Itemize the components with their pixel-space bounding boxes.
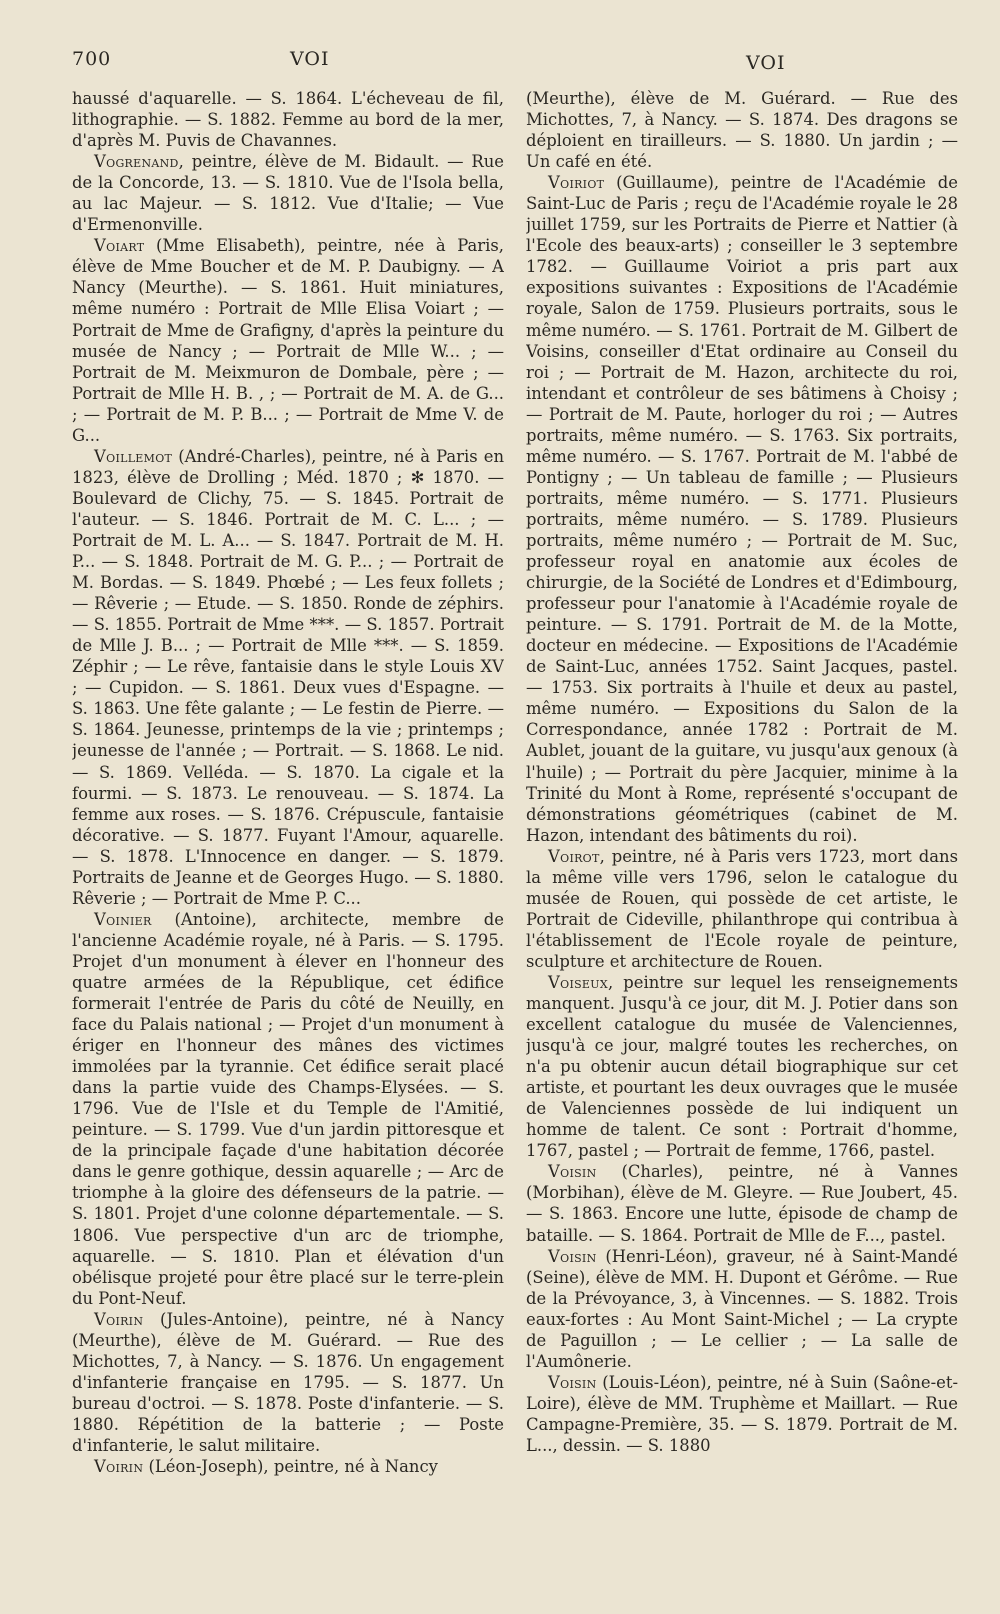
entry-paragraph (72, 446, 504, 909)
entry-text: , peintre, élève de M. Bidault. — Rue de la Concorde, 13. — S. 1810. Vue de l'Isola bella, au lac Majeur. — S. 1812. Vue d'Italie; — Vue d'Ermenonville. (72, 152, 504, 235)
entry-text: haussé d'aquarelle. — S. 1864. L'écheveau de fil, lithographie. — S. 1882. Femme au bord de la mer, d'après M. Puvis de Chavannes. (72, 89, 504, 151)
entry-paragraph (72, 235, 504, 445)
entry-paragraph (526, 1372, 958, 1456)
page-number: 700 (72, 48, 112, 70)
entry-name: Voirin (94, 1309, 144, 1329)
entry-text: (André-Charles), peintre, né à Paris en 1823, élève de Drolling ; Méd. 1870 ; ✻ 1870. — Boulevard de Clichy, 75. — S. 1845. Portrait de l'auteur. — S. 1846. Portrait de M. C. L... ; — Portrait de M. L. A... — S. 1847. Portrait de M. H. P... — S. 1848. Portrait de M. G. P... ; — Portrait de M. Bordas. — S. 1849. Phœbé ; — Les feux follets ; — Rêverie ; — Etude. — S. 1850. Ronde de zéphirs. — S. 1855. Portrait de Mme ***. — S. 1857. Portrait de Mlle J. B... ; — Portrait de Mlle ***. — S. 1859. Zéphir ; — Le rêve, fantaisie dans le style Louis XV ; — Cupidon. — S. 1861. Deux vues d'Espagne. — S. 1863. Une fête galante ; — Le festin de Pierre. — S. 1864. Jeunesse, printemps de la vie ; printemps ; jeunesse de l'année ; — Portrait. — S. 1868. Le nid. — S. 1869. Velléda. — S. 1870. La cigale et la fourmi. — S. 1873. Le renouveau. — S. 1874. La femme aux roses. — S. 1876. Crépuscule, fantaisie décorative. — S. 1877. Fuyant l'Amour, aquarelle. — S. 1878. L'Innocence en danger. — S. 1879. Portraits de Jeanne et de Georges Hugo. — S. 1880. Rêverie ; — Portrait de Mme P. C... (72, 446, 504, 908)
entry-text: (Louis-Léon), peintre, né à Suin (Saône-et-Loire), élève de MM. Truphème et Maillart. — Rue Campagne-Première, 35. — S. 1879. Portrait de M. L..., dessin. — S. 1880 (526, 1372, 958, 1455)
entry-text: (Henri-Léon), graveur, né à Saint-Mandé (Seine), élève de MM. H. Dupont et Gérôme. — Rue de la Prévoyance, 3, à Vincennes. — S. 1882. Trois eaux-fortes : Au Mont Saint-Michel ; — La crypte de Paguillon ; — Le cellier ; — La salle de l'Aumônerie. (526, 1246, 958, 1371)
entry-name: Voiart (94, 236, 145, 256)
entry-paragraph (526, 172, 958, 846)
entry-name: Voiriot (548, 173, 605, 193)
entry-paragraph (72, 88, 504, 151)
entry-text: (Charles), peintre, né à Vannes (Morbihan), élève de M. Gleyre. — Rue Joubert, 45. — S. 1863. Encore une lutte, épisode de champ de bataille. — S. 1864. Portrait de Mlle de F..., pastel. (526, 1162, 958, 1245)
entry-paragraph (72, 1309, 504, 1456)
entry-paragraph (526, 1246, 958, 1372)
entry-name: Voiseux (548, 972, 608, 992)
entry-paragraph (526, 88, 958, 172)
entry-paragraph (72, 1456, 504, 1477)
entry-text: (Antoine), architecte, membre de l'ancienne Académie royale, né à Paris. — S. 1795. Projet d'un monument à élever en l'honneur des quatre armées de la République, cet édifice formerait l'entrée de Paris du côté de Neuilly, en face du Palais national ; — Projet d'un monument à ériger en l'honneur des mânes des victimes immolées par la tyrannie. Cet édifice serait placé dans la partie vuide des Champs-Elysées. — S. 1796. Vue de l'Isle et du Temple de l'Amitié, peinture. — S. 1799. Vue d'un jardin pittoresque et de la principale façade d'une habitation décorée dans le genre gothique, dessin aquarelle ; — Arc de triomphe à la gloire des défenseurs de la patrie. — S. 1801. Projet d'une colonne départementale. — S. 1806. Vue perspective d'un arc de triomphe, aquarelle. — S. 1810. Plan et élévation d'un obélisque projeté pour être placé sur le terre-plein du Pont-Neuf. (72, 909, 504, 1308)
entry-text: (Guillaume), peintre de l'Académie de Saint-Luc de Paris ; reçu de l'Académie royale le 28 juillet 1759, sur les Portraits de Pierre et Nattier (à l'Ecole des beaux-arts) ; conseiller le 3 septembre 1782. — Guillaume Voiriot a pris part aux expositions suivantes : Expositions de l'Académie royale, Salon de 1759. Plusieurs portraits, sous le même numéro. — S. 1761. Portrait de M. Gilbert de Voisins, conseiller d'Etat ordinaire au Conseil du roi ; — Portrait de M. Hazon, architecte du roi, intendant et contrôleur de ses bâtimens à Choisy ; — Portrait de M. Paute, horloger du roi ; — Autres portraits, même numéro. — S. 1763. Six portraits, même numéro. — S. 1767. Portrait de M. l'abbé de Pontigny ; — Un tableau de famille ; — Plusieurs portraits, même numéro. — S. 1771. Plusieurs portraits, même numéro. — S. 1789. Plusieurs portraits, même numéro ; — Portrait de M. Suc, professeur royal en anatomie aux écoles de chirurgie, de la Société de Londres et d'Edimbourg, professeur pour l'anatomie à l'Académie royale de peinture. — S. 1791. Portrait de M. de la Motte, docteur en médecine. — Expositions de l'Académie de Saint-Luc, années 1752. Saint Jacques, pastel. — 1753. Six portraits à l'huile et deux au pastel, même numéro. — Expositions du Salon de la Correspondance, année 1782 : Portrait de M. Aublet, jouant de la guitare, vu jusqu'aux genoux (à l'huile) ; — Portrait du père Jacquier, minime à la Trinité du Mont à Rome, représenté s'occupant de démonstrations géométriques (cabinet de M. Hazon, intendant des bâtiments du roi). (526, 173, 958, 845)
entry-paragraph (72, 909, 504, 1309)
entry-name: Voirot (548, 846, 600, 866)
entry-text: (Mme Elisabeth), peintre, née à Paris, élève de Mme Boucher et de M. P. Daubigny. — A Nancy (Meurthe). — S. 1861. Huit miniatures, même numéro : Portrait de Mlle Elisa Voiart ; — Portrait de Mme de Grafigny, d'après la peinture du musée de Nancy ; — Portrait de Mlle W... ; — Portrait de M. Meixmuron de Dombale, père ; — Portrait de Mlle H. B. , ; — Portrait de M. A. de G... ; — Portrait de M. P. B... ; — Portrait de Mme V. de G... (72, 236, 504, 445)
right-column (526, 88, 958, 1598)
entry-text: , peintre sur lequel les renseignements manquent. Jusqu'à ce jour, dit M. J. Potier dans son excellent catalogue du musée de Valenciennes, jusqu'à ce jour, malgré toutes les recherches, on n'a pu obtenir aucun détail biographique sur cet artiste, et pourtant les deux ouvrages que le musée de Valenciennes possède de lui indiquent un homme de talent. Ce sont : Portrait d'homme, 1767, pastel ; — Portrait de femme, 1766, pastel. (526, 972, 958, 1161)
entry-paragraph (526, 1161, 958, 1245)
entry-paragraph (72, 151, 504, 235)
entry-name: Voisin (548, 1246, 597, 1266)
entry-text: , peintre, né à Paris vers 1723, mort dans la même ville vers 1796, selon le catalogue du musée de Rouen, qui possède de cet artiste, le Portrait de Cideville, philanthrope qui contribua à l'établissement de l'Ecole royale de peinture, sculpture et architecture de Rouen. (526, 846, 958, 971)
entry-text: (Meurthe), élève de M. Guérard. — Rue des Michottes, 7, à Nancy. — S. 1874. Des dragons se déploient en tirailleurs. — S. 1880. Un jardin ; — Un café en été. (526, 89, 958, 172)
entry-name: Voirin (94, 1457, 144, 1477)
entry-text: (Jules-Antoine), peintre, né à Nancy (Meurthe), élève de M. Guérard. — Rue des Michottes, 7, à Nancy. — S. 1876. Un engagement d'infanterie française en 1795. — S. 1877. Un bureau d'octroi. — S. 1878. Poste d'infanterie. — S. 1880. Répétition de la batterie ; — Poste d'infanterie, le salut militaire. (72, 1309, 504, 1455)
right-running-head: VOI (746, 52, 786, 74)
entry-paragraph (526, 846, 958, 972)
entry-paragraph (526, 972, 958, 1161)
entry-name: Voisin (548, 1372, 597, 1392)
left-running-head: VOI (290, 48, 330, 70)
left-column (72, 88, 504, 1598)
entry-name: Vogrenand (94, 152, 179, 172)
entry-name: Voillemot (94, 446, 173, 466)
entry-text: (Léon-Joseph), peintre, né à Nancy (143, 1457, 438, 1477)
entry-name: Voisin (548, 1162, 597, 1182)
entry-name: Voinier (94, 909, 152, 929)
